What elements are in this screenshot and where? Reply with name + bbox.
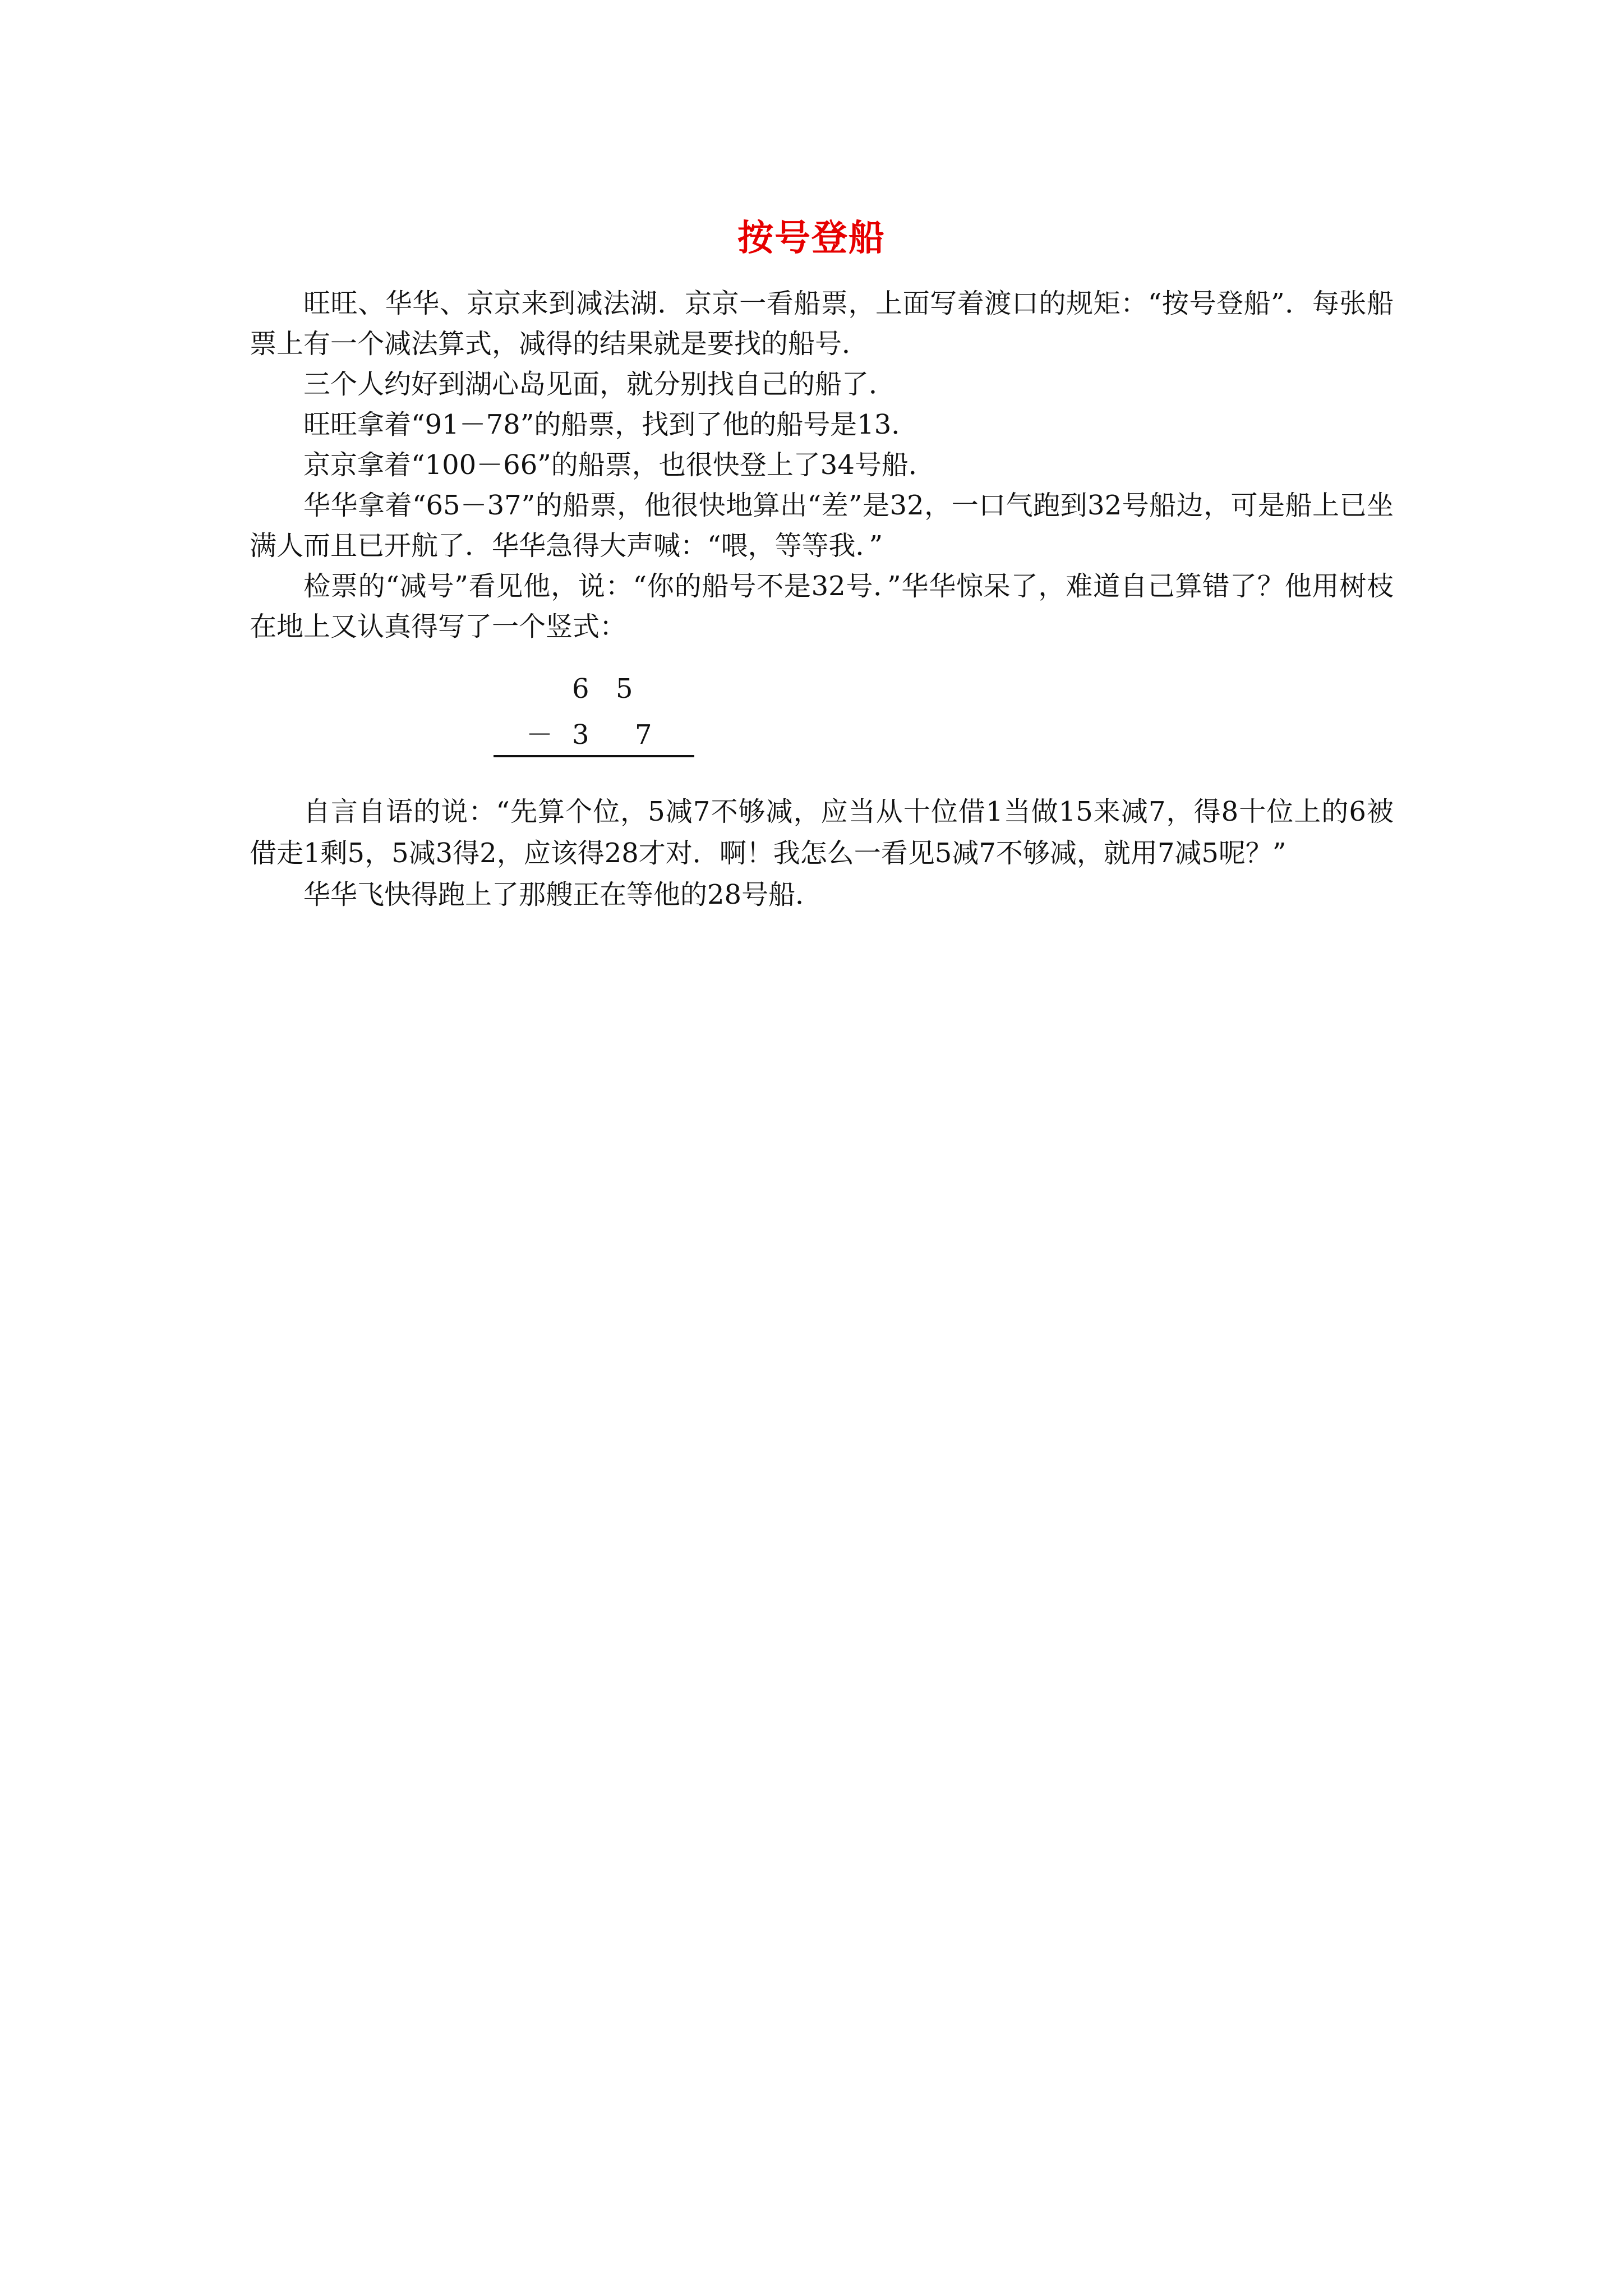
paragraph-intro: 旺旺、华华、京京来到减法湖．京京一看船票，上面写着渡口的规矩：“按号登船”．每张船票上有一个减法算式，减得的结果就是要找的船号． xyxy=(250,288,1394,360)
story-conclusion xyxy=(250,791,1394,915)
paragraph-huahua: 华华拿着“65－37”的船票，他很快地算出“差”是32，一口气跑到32号船边，可是船上已坐满人而且已开航了．华华急得大声喊：“喂，等等我．” xyxy=(250,490,1394,562)
calc-subtrahend-ones: 7 xyxy=(635,719,652,751)
calc-minuend-ones: 5 xyxy=(616,673,633,705)
paragraph-meet: 三个人约好到湖心岛见面，就分别找自己的船了． xyxy=(303,369,896,400)
paragraph-ticket-checker: 检票的“减号”看见他，说：“你的船号不是32号．”华华惊呆了，难道自己算错了？他用树枝在地上又认真得写了一个竖式： xyxy=(250,570,1394,642)
paragraph-self-talk: 自言自语的说：“先算个位，5减7不够减，应当从十位借1当做15来减7，得8十位上的6被借走1剩5，5减3得2，应该得28才对．啊！我怎么一看见5减7不够减，就用7减5呢？” xyxy=(250,796,1394,869)
paragraph-ending: 华华飞快得跑上了那艘正在等他的28号船． xyxy=(303,879,823,910)
calc-minus-sign: － xyxy=(526,719,554,751)
calc-subtrahend-row xyxy=(494,718,695,752)
calc-underline xyxy=(494,755,694,757)
paragraph-jingjing: 京京拿着“100－66”的船票，也很快登上了34号船． xyxy=(303,449,935,481)
vertical-subtraction xyxy=(494,672,695,765)
calc-minuend-tens: 6 xyxy=(572,673,589,705)
story-body xyxy=(250,283,1394,647)
document-title: 按号登船 xyxy=(737,218,886,259)
calc-minuend-row xyxy=(494,672,695,706)
paragraph-wangwang: 旺旺拿着“91－78”的船票，找到了他的船号是13． xyxy=(303,409,919,440)
calc-subtrahend-tens: 3 xyxy=(572,719,589,751)
